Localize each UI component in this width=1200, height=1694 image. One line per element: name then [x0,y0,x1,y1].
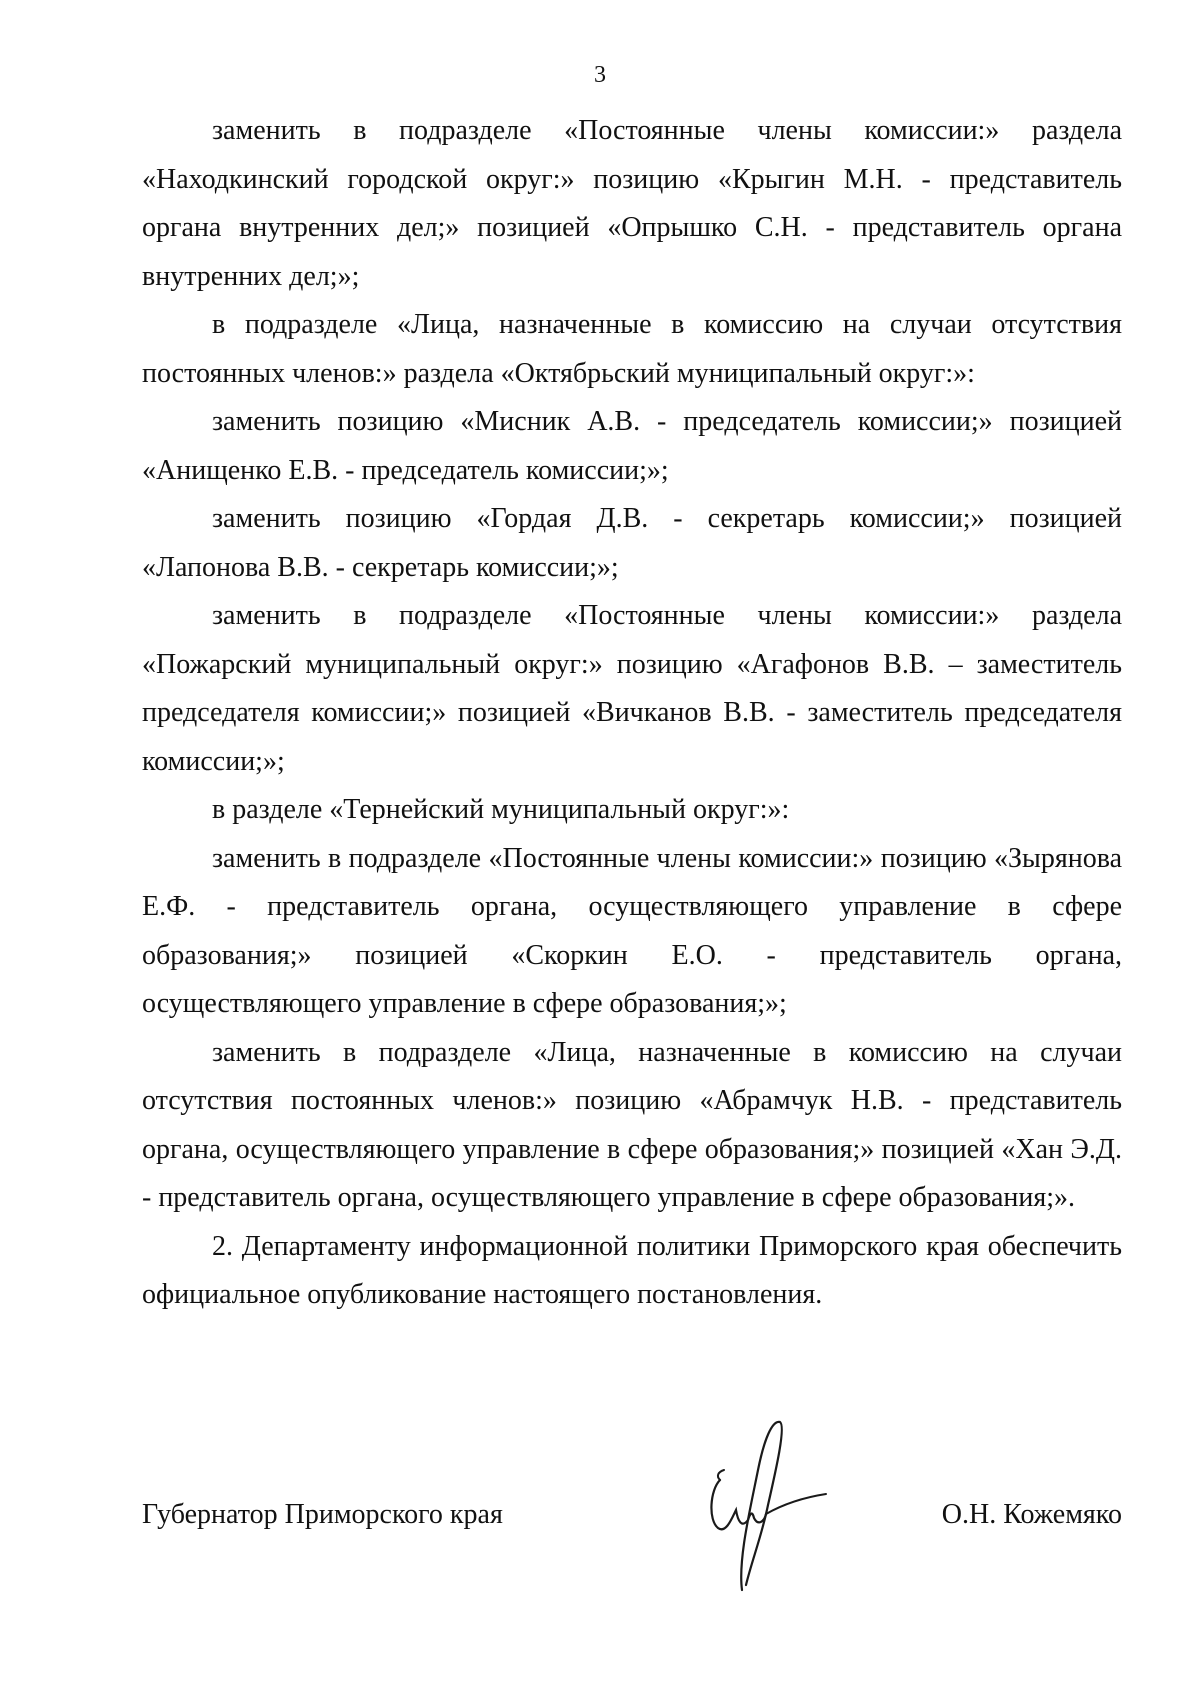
paragraph-oktyabrsky-chair: заменить позицию «Мисник А.В. - председатель комиссии;» позицией «Анищенко Е.В. - председатель комиссии;»; [142,406,1122,486]
handwritten-signature [680,1410,830,1610]
paragraph-oktyabrsky-intro: в подразделе «Лица, назначенные в комиссию на случаи отсутствия постоянных членов:» раздела «Октябрьский муниципальный округ:»: [142,309,1122,389]
signer-title: Губернатор Приморского края [142,1499,503,1530]
paragraph-terney-substitute: заменить в подразделе «Лица, назначенные в комиссию на случаи отсутствия постоянных членов:» позицию «Абрамчук Н.В. - представитель органа, осуществляющего управление в сфере образования;» позицией «Хан Э.Д. - представитель органа, осуществляющего управление в сфере образования;». [142,1036,1122,1213]
document-body [142,107,1122,1320]
page-number: 3 [594,62,606,88]
signature-block [142,1410,1122,1610]
signer-name: О.Н. Кожемяко [941,1499,1122,1530]
paragraph-nakhodka: заменить в подразделе «Постоянные члены комиссии:» раздела «Находкинский городской округ:» позицию «Крыгин М.Н. - представитель органа внутренних дел;» позицией «Опрышко С.Н. - представитель органа внутренних дел;»; [142,115,1122,292]
paragraph-publication: 2. Департаменту информационной политики Приморского края обеспечить официальное опубликование настоящего постановления. [142,1230,1122,1310]
paragraph-pozharsky: заменить в подразделе «Постоянные члены комиссии:» раздела «Пожарский муниципальный округ:» позицию «Агафонов В.В. – заместитель председателя комиссии;» позицией «Вичканов В.В. - заместитель председателя комиссии;»; [142,600,1122,777]
paragraph-terney-intro: в разделе «Тернейский муниципальный округ:»: [212,794,790,825]
paragraph-terney-permanent: заменить в подразделе «Постоянные члены комиссии:» позицию «Зырянова Е.Ф. - представитель органа, осуществляющего управление в сфере образования;» позицией «Скоркин Е.О. - представитель органа, осуществляющего управление в сфере образования;»; [142,842,1122,1019]
paragraph-oktyabrsky-secretary: заменить позицию «Гордая Д.В. - секретарь комиссии;» позицией «Лапонова В.В. - секретарь комиссии;»; [142,503,1122,583]
